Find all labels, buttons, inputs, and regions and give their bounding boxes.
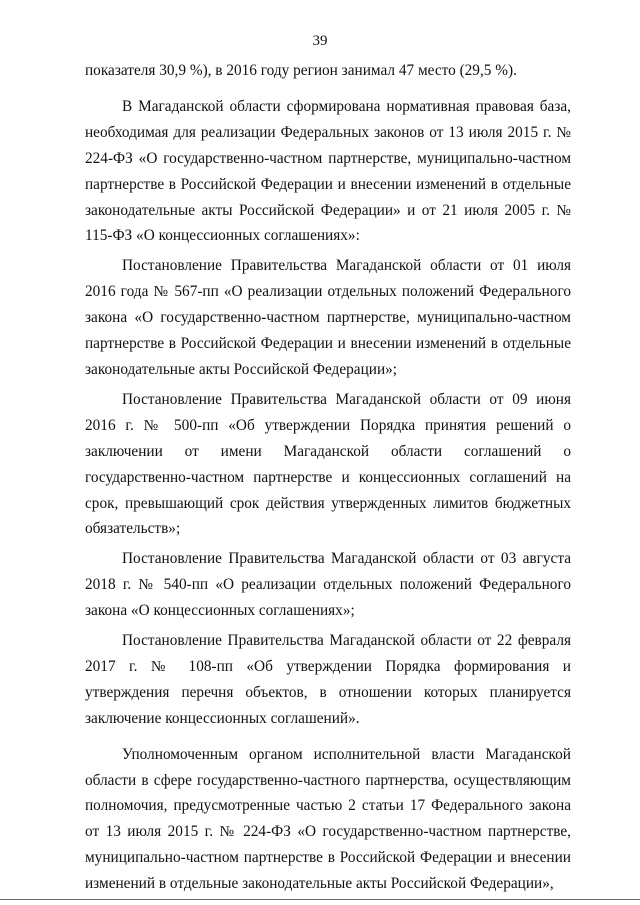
paragraph-resolution-540: Постановление Правительства Магаданской области от 03 августа 2018 г. № 540-пп «О реализации отдельных положений Федерального закона «О концессионных соглашениях»; [85,550,571,620]
paragraph-resolution-500: Постановление Правительства Магаданской области от 09 июня 2016 г. № 500-пп «Об утверждении Порядка принятия решений о заключении от имени Магаданской области соглашений о государственно-частном партнерстве и концессионных соглашений на срок, превышающий срок действия утвержденных лимитов бюджетных обязательств»; [85,390,571,538]
paragraph-resolution-108: Постановление Правительства Магаданской области от 22 февраля 2017 г. № 108-пп «Об утверждении Порядка формирования и утверждения перечня объектов, в отношении которых планируется заключение концессионных соглашений». [85,632,571,727]
paragraph-legal-base: В Магаданской области сформирована нормативная правовая база, необходимая для реализации Федеральных законов от 13 июля 2015 г. № 224-ФЗ «О государственно-частном партнерстве, муниципально-частном партнерстве в Российской Федерации и внесении изменений в отдельные законодательные акты Российской Федерации» и от 21 июля 2005 г. № 115-ФЗ «О концессионных соглашениях»: [85,97,571,245]
bottom-rule [0,899,640,900]
paragraph-resolution-567: Постановление Правительства Магаданской области от 01 июля 2016 года № 567-пп «О реализации отдельных положений Федерального закона «О государственно-частном партнерстве, муниципально-частном партнерстве в Российской Федерации и внесении изменений в отдельные законодательные акты Российской Федерации»; [85,257,571,378]
paragraph-authorized-body: Уполномоченным органом исполнительной власти Магаданской области в сфере государственно-частного партнерства, осуществляющим полномочия, предусмотренные частью 2 статьи 17 Федерального закона от 13 июля 2015 г. № 224-ФЗ «О государственно-частном партнерстве, муниципально-частном партнерстве в Российской Федерации и внесении изменений в отдельные законодательные акты Российской Федерации», [85,745,571,893]
paragraph-continuation: показателя 30,9 %), в 2016 году регион занимал 47 место (29,5 %). [85,62,517,79]
page-number: 39 [312,33,328,49]
document-body [85,58,571,897]
